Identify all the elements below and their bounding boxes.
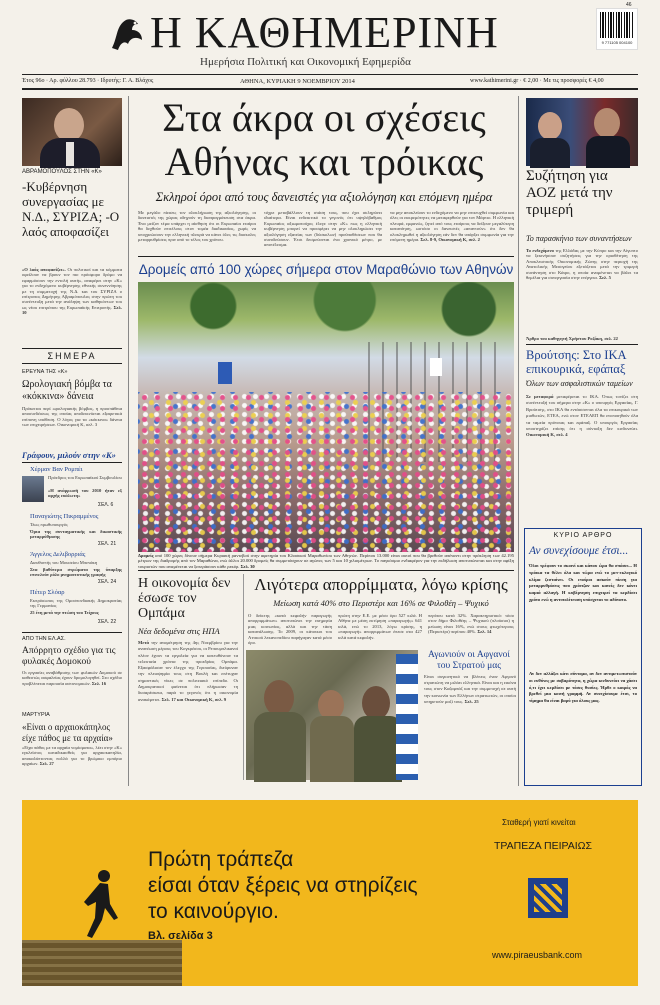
writer-name: Πέτερ Σλόαρ <box>30 589 65 596</box>
writer-item <box>22 466 122 511</box>
ad-headline-2: είσαι όταν ξέρεις να στηρίζεις <box>148 874 418 897</box>
issue-info: Έτος 96ο · Αρ. φύλλου 28.793 · Ιδρυτής: Γ. Α. Βλάχος <box>22 78 154 84</box>
right-body-ref2: Άρθρο του καθηγητή Χρήστου Ροζάκη, σελ. 22 <box>526 336 618 341</box>
greek-flag-icon <box>396 654 418 780</box>
marathon-caption <box>138 553 514 569</box>
writer-desc: Όρια της συνταγματικής και δικαστικής μεταρρύθμισης <box>30 529 122 540</box>
marathon-photo <box>138 282 514 552</box>
masthead-subtitle: Ημερήσια Πολιτική και Οικονομική Εφημερίδα <box>200 56 411 68</box>
piraeus-ad <box>22 800 638 986</box>
writer-ref: ΣΕΛ. 24 <box>98 579 117 585</box>
right-deck: Το παρασκήνιο των συναντήσεων <box>526 234 632 243</box>
ika-body <box>526 394 638 516</box>
mart-label: ΜΑΡΤΥΡΙΑ <box>22 712 50 718</box>
tripartite-photo <box>526 98 638 166</box>
writer-name: Παναγιώτης Πικραμμένος <box>30 513 99 520</box>
marathon-caption-text: από 100 χώρες δίνουν σήμερα Κυριακή ραντεβού στην αφετηρία του Κλασικού Μαραθωνίου των Αθηνών. Περίπου 13.000 είναι αυτοί που θα βρεθούν απέναντι στην πρόκληση των 42.195 μέτρων της διαδρομής από τον Μαραθώνα, ενώ άλλοι 20.000 δρομείς θα συμμετάσχουν σε αγώνες των 5 και 10 χιλιομέτρων. Το παγκόσμιο ενδιαφέρον για την εκδήλωση αποτυπώνεται και στην αφίξη τουριστών που αναμένεται να ξεπεράσουν κάθε ρεκόρ. <box>138 553 514 569</box>
marathon-ref: Σελ. 30 <box>240 563 255 569</box>
writer-ref: ΣΕΛ. 21 <box>98 541 117 547</box>
ad-stairs <box>22 940 182 986</box>
ad-page-ref: Βλ. σελίδα 3 <box>148 930 213 942</box>
writer-name: Άγγελος Δελιβορριάς <box>30 551 86 558</box>
main-body-1: Με μεγάλο πίεσεις τον ολοκλήρωση της αξιολόγησης, οι δανειστές της χώρας οδηγούν τη διαπραγμάτευση στα άκρα. Ένα μείζον τέμα υπάρχει η αίσθηση ότι οι Ευρωπαίοι εταίροι θα δεχθούν επιτέλους στον τομέα διαδικασίας, χωρίς να υποχρεώσουν την ελληνική πλευρά να κάνει όλες τις δυσκολες μεταρρυθμίσεις πριν από το τέλος του χρόνου. <box>138 210 256 243</box>
right-body-lead: Το ενδεχόμενο <box>526 248 554 253</box>
writer-desc: «Η ανάρρωσή του 2010 ήταν εξ αρχής ευάλωτη» <box>48 488 122 499</box>
auctions-body-3-text: περίπου κατά 32%. Χαρακτηριστικό: τόσο στον δήμο Φιλοθέης – Ψυχικού (πλούσιοι) η μείωση είναι 16%, ενώ στους φτωχότερους (Περιστέρι) περίπου 40%. <box>428 613 514 635</box>
ika-ref: Οικονομική Κ, σελ. 4 <box>526 432 568 438</box>
auctions-ref: Σελ. 14 <box>477 629 492 635</box>
mart-headline: «Είναι ο αρχαιοκάπηλος είχε πάθος με τα αρχαία» <box>22 722 113 743</box>
ika-body-lead: Σε μεταφορά <box>526 394 554 399</box>
ad-slogan: Σταθερή γιατί κινείται <box>502 818 576 827</box>
writer-photo <box>22 476 44 502</box>
auctions-body-1: Ο δείκτης «κατά κεφαλήν παραγωγής απορριμμάτων» αποτυπώνει την ευημερία μιας κοινωνίας, αλλά και την τάση κατανάλωσης. Το 2009, οι κάτοικοι του Αττικού λεκανοπεδίου παρήγαγαν κατά μέσο όρο. <box>248 613 332 646</box>
photo2-body <box>424 674 516 778</box>
bottom-body-ref: Σελ. 16 <box>91 680 107 686</box>
editorial-headline: Αν συνεχίσουμε έτσι... <box>529 545 629 557</box>
left-headline: -Κυβέρνηση συνεργασίας με Ν.Δ., ΣΥΡΙΖΑ; -Ο λαός αποφασίζει <box>22 179 120 239</box>
ika-deck: Όλων των ασφαλιστικών ταμείων <box>526 379 633 388</box>
left-body-text: Οι πολιτικοί και τα κόμματα οφείλουν να βρουν τον πιο πρόσφορο δρόμο να εφαρμόσουν την εντολή αυτή», αναφέρει στην «Κ» για το ενδεχόμενο κυβέρνησης εθνικής συνεννόησης με τη συμμετοχή της Ν.Δ. και του ΣΥΡΙΖΑ ο επίτροπος Δημήτρης Αβραμόπουλος στην πρώτη του συνέντευξη μετά την ανάληψη των καθηκόντων του ως νέου επιτρόπου της Ευρωπαϊκής Επιτροπής. <box>22 267 123 310</box>
mart-body <box>22 745 122 783</box>
marathon-caption-lead: Δρομείς <box>138 553 154 558</box>
barcode-number: 9 771105 004100 <box>601 40 633 45</box>
auctions-deck: Μείωση κατά 40% στο Περιστέρι και 16% σε Φιλοθέη – Ψυχικό <box>273 598 489 608</box>
bottom-body <box>22 670 122 708</box>
auctions-body-3 <box>428 613 514 647</box>
auctions-headline: Λιγότερα απορρίμματα, λόγω κρίσης <box>254 575 508 594</box>
writer-item <box>22 589 122 629</box>
left-body <box>22 267 122 343</box>
right-body-text: της Ελλάδας με την Κύπρο και την Αίγυπτο να ξεκινήσουν συζητήσεις για την οριοθέτηση της Αποκλειστικής Οικονομικής Ζώνης στην περιοχή της Ανατολικής Μεσογείου εξετάζεται μετά την τριμερή συνάντηση στο Κάιρο, η οποία αναμένεται να βάλει τα θεμέλια για συνεργασία στην ενέργεια. <box>526 248 638 281</box>
ad-headline-1: Πρώτη τράπεζα <box>148 848 294 871</box>
obama-ref: Σελ. 17 και Οικονομική Κ, σελ. 9 <box>161 696 227 702</box>
marathon-headline: Δρομείς από 100 χώρες σήμερα στον Μαραθώνιο των Αθηνών <box>138 262 514 277</box>
logo-emblem-icon <box>108 14 146 54</box>
ad-url[interactable]: www.piraeusbank.com <box>492 950 583 960</box>
left-body-lead: «Ο λαός αποφασίζει». <box>22 267 66 272</box>
ad-headline-3: το καινούργιο. <box>148 900 279 923</box>
editorial-body-1: Όλοι τρέφουν το σκοινί και κάπου ώρα θα σπάσει... Η τρόικα τα θέλει όλα και τώρα ενώ το μετ-εκλογικό κλίμα ζεσταίνει. Οι εταίροι ασκούν πίεση για μεταρρυθμίσεις που χρόνιζαν και κανείς δεν κάνει καμιά αλλαγή. Η κυβέρνηση επιχειρεί να κερδίσει χρόνο ενώ η αντιπολίτευση υπόσχεται το αδύνατο. <box>529 563 637 602</box>
right-headline: Συζήτηση για ΑΟΖ μετά την τριμερή <box>526 168 613 218</box>
writer-desc: Στα βαθύτερα στρώματα της ύπαρξης επιτελούν ρόλο μνημονευτικής γραφής <box>30 567 122 578</box>
writers-label: Γράφουν, μιλούν στην «Κ» <box>22 450 116 460</box>
runner-icon <box>78 868 122 942</box>
today-headline: Ωρολογιακή βόμβα τα «κόκκινα» δάνεια <box>22 379 112 402</box>
writer-role: Διευθυντής του Μουσείου Μπενάκη <box>30 560 98 565</box>
bottom-body-text: Οι εργασίες αναβάθμισης των φυλακών Δομοκού σε καθεστώς ασφαλείας έχουν δρομολογηθεί. Στο σχέδιο προβλέπεται παρουσία αστυνομικών. <box>22 670 122 686</box>
writer-role: Τέως πρωθυπουργός <box>30 522 68 527</box>
obama-body <box>138 640 238 776</box>
left-kicker: ΑΒΡΑΜΟΠΟΥΛΟΣ ΣΤΗΝ «Κ» <box>22 169 102 175</box>
auctions-body-2: πρώτη στην Ε.Ε. με μέσο όρο 527 κιλά. Η Αθήνα με μέση εκτίμηση «παραγωγής» 641 κιλά, ενώ το 2013, λόγω κρίσης, η «παραγωγή» απορριμμάτων έπεσε στα 427 κιλά κατά κεφαλήν. <box>338 613 422 640</box>
writer-ref: ΣΕΛ. 22 <box>98 619 117 625</box>
obama-headline: Η οικονομία δεν έσωσε τον Ομπάμα <box>138 576 231 621</box>
writer-ref: ΣΕΛ. 6 <box>98 502 114 508</box>
site-price: www.kathimerini.gr · € 2,00 · Με τις προσφορές € 4,00 <box>470 78 604 84</box>
avramopoulos-photo <box>22 98 122 166</box>
masthead-title: Η ΚΑΘΗΜΕΡΙΝΗ <box>150 8 499 57</box>
left-body-ref: Σελ. 10 <box>22 304 122 316</box>
photo2-body-text: Είναι συγκινητικό να βλέπεις έναν Αφγανό στρατιώτη να μιλάει ελληνικά. Είναι και η εικόνα τους στον Καζαμπάζ και την συμμετοχή σε αυτή την κοινωνία των Ελλήνων στρατιωτών, οι οποίοι υπηρετούν μαζί τους. <box>424 674 516 704</box>
obama-body-text: την αναμέτρηση της 4ης Νοεμβρίου για την ανανέωση μέρους του Κογκρέσου, οι Ρεπουμπλικανοί πλέον έχουν τα εργαλεία για να κατευθύνουν τα τελευταία χρόνια της προεδρίας Ομπάμα. Εξασφάλισαν τον έλεγχο της Γερουσίας, διεύρυναν την πλειοψηφία τους στη Βουλή και επέτυχαν σημαντικές νίκες σε πολιτειακό επίπεδο. Οι Δημοκρατικοί φαίνεται ότι πλήρωσαν τη δυσαρέσκεια, παρά το γεγονός ότι η οικονομία ανακάμπτει. <box>138 640 238 702</box>
main-body-3-text: να μην αποκλείουν το ενδεχόμενο να μην επιτευχθεί συμφωνία και όλες οι εκκρεμότητες να μεταφερθούν για τον Μάρτιο. Η ελληνική πλευρά, εμφανώς, ζητεί από τους εταίρους να δείξουν μεγαλύτερη κατανόηση, ωστόσο οι δανειστές «απαντούν» ότι δεν θα ολοκληρωθεί η αξιολόγηση εάν δεν θα υπάρξει συμφωνία για την επόμενη ημέρα. <box>390 210 514 243</box>
main-headline-2: Αθήνας και τρόικας <box>164 139 484 184</box>
writer-desc: 25 έτη μετά την πτώση του Τείχους <box>30 610 99 615</box>
right-body-ref: Σελ. 5 <box>599 275 611 281</box>
today-body: Πρόκειται περί ωρολογιακής βόμβας, η προσπάθεια αποσυνδέσεως της οποίας αποδεικνύεται εξαιρετικά επίπονη υπόθεση. Ο λόγος για τα «κόκκινα» δάνεια των επιχειρήσεων. Οικονομική Κ, σελ. 3 <box>22 406 122 428</box>
today-kicker: ΕΡΕΥΝΑ ΤΗΣ «Κ» <box>22 369 68 375</box>
dateline: ΑΘΗΝΑ, ΚΥΡΙΑΚΗ 9 ΝΟΕΜΒΡΙΟΥ 2014 <box>240 78 355 85</box>
main-body-3 <box>390 210 514 250</box>
main-body-ref: Σελ. 8-9, Οικονομική Κ, σελ. 2 <box>420 237 480 243</box>
right-body <box>526 248 638 332</box>
obama-body-lead: Μετά <box>138 640 149 645</box>
masthead <box>0 0 660 90</box>
issue-code: 46 <box>626 2 632 8</box>
writer-role: Εκπρόσωπος της Ομοσπονδιακής Δημοκρατίας της Γερμανίας <box>30 598 122 609</box>
main-body-2: τόχρε μεταβάλλουν τη στάση τους, που έχει σκληρύνει ιδιαίτερα. Είναι ενδεικτικό το γεγονός ότι υψηλόβαθμος Ευρωπαίος αξιωματούχος έλεγε στην «Κ» πως η ελληνική κυβέρνηση μπορεί να προσφέρει να μην ολοκληρώσει την αξιολόγηση εξαιτίας των (δύσκολων) προϋποθέσεων που θα συνοδεύσουν. Έτσι δεσμεύονται ένα χρονικό μέτρο, με αποτέλεσμα. <box>264 210 382 248</box>
obama-deck: Νέα δεδομένα στις ΗΠΑ <box>138 626 220 636</box>
barcode <box>596 8 638 50</box>
mart-body-ref: Σελ. 27 <box>39 761 54 767</box>
editorial-box <box>524 528 642 786</box>
today-label: ΣΗΜΕΡΑ <box>47 351 97 361</box>
writer-item <box>22 513 122 549</box>
bottom-label: ΑΠΟ ΤΗΝ ΕΛ.ΑΣ. <box>22 636 66 642</box>
writer-role: Πρόεδρος του Ευρωπαϊκού Συμβουλίου <box>48 475 122 480</box>
ad-bank-name: ΤΡΑΠΕΖΑ ΠΕΙΡΑΙΩΣ <box>494 840 592 852</box>
soldiers-photo <box>246 650 418 780</box>
mart-body-text: «Είχα πάθος με τα αρχαία νομίσματα», λέει στην «Κ» εγκλεϊστος καταδικασθείς για αρχαιοκαπηλία, αποκαλύπτοντας πολλά για το βρώμικο εμπόριο αρχαίων. <box>22 745 122 767</box>
ika-body-text: μεταφέρεται το ΙΚΑ. Όπως τονίζει στη συνέντευξή του σήμερα στην «Κ» ο υπουργός Εργασίας, Γ. Βρούτσης, στο ΙΚΑ θα εντάσσονται όλα τα επικουρικά των μισθωτών, ΕΤΕΑ, ενώ στον ΕΤΕΑΕΠ θα ενοποιηθούν όλα τα ταμεία πρόνοιας και εφάπαξ. Ο υπουργός Εργασίας υποστηρίζει επίσης ότι η σύνταξη δεν κινδυνεύει. <box>526 394 638 432</box>
writer-item <box>22 551 122 587</box>
photo2-headline: Αγωνιούν οι Αφγανοί του Στρατού μας <box>428 650 510 671</box>
main-headline-1: Στα άκρα οι σχέσεις <box>162 95 486 140</box>
bank-logo-icon <box>528 878 568 918</box>
ika-headline: Βρούτσης: Στο ΙΚΑ επικουρικά, εφάπαξ <box>526 348 626 376</box>
editorial-label: ΚΥΡΙΟ ΑΡΘΡΟ <box>553 532 613 539</box>
writers-list <box>22 466 122 629</box>
bottom-headline: Απόρρητο σχέδιο για τις φυλακές Δομοκού <box>22 646 116 667</box>
photo2-ref: Σελ. 25 <box>464 698 479 704</box>
main-deck: Σκληροί όροι από τους δανειστές για αξιολόγηση και επόμενη ημέρα <box>155 190 493 204</box>
writer-name: Χέρμαν Βαν Ρομπέι <box>30 466 83 473</box>
editorial-body-2: Αν δεν αλλάξει κάτι σύντομα, αν δεν αντιμετωπιστούν οι ευθύνες με σοβαρότητα, η χώρα κινδυνεύει να χάσει ό,τι έχει κερδίσει με τόσες θυσίες. Ήρθε ο καιρός να βρεθεί μια κοινή γραμμή. Αν συνεχίσουμε έτσι, το τίμημα θα είναι βαρύ για όλους μας. <box>529 671 637 704</box>
